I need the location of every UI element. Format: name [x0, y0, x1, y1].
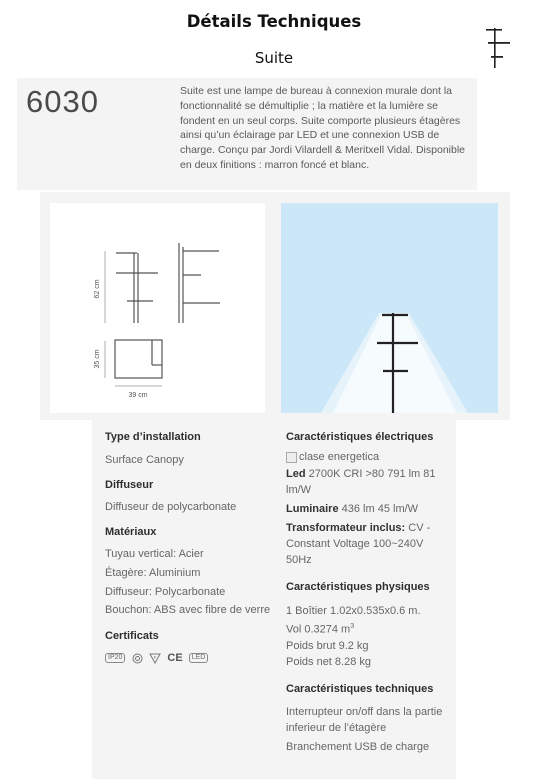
product-description: Suite est une lampe de bureau à connexion murale dont la fonctionnalité se démultiplie ; la matière et la lumière se fondent en un seul corps. Suite comporte plusieurs étagères ainsi qu’un éclairage par LED et une connexion USB de charge. Conçu par Jordi Vilardell & Meritxell Vidal. Disponible en deux finitions : marron foncé et blanc.	[180, 85, 466, 171]
dimensions-drawing	[50, 203, 265, 413]
technical-title: Caractéristiques techniques	[286, 682, 434, 695]
list-item: Tuyau vertical: Acier	[105, 548, 204, 560]
volume	[286, 619, 448, 638]
installation-title: Type d’installation	[105, 431, 201, 443]
list-item: Diffuseur: Polycarbonate	[105, 586, 226, 598]
certificates-row	[105, 652, 275, 664]
physical-list	[286, 603, 448, 670]
electrical-title: Caractéristiques électriques	[286, 431, 434, 443]
svg-text:F: F	[154, 654, 157, 660]
transformer-spec	[286, 520, 448, 568]
led-spec	[286, 466, 448, 498]
luminaire-label: Luminaire	[286, 503, 339, 515]
transformer-value: CV - Constant Voltage 100~240V 50Hz	[286, 522, 431, 566]
luminaire-spec	[286, 501, 448, 517]
materials-title: Matériaux	[105, 526, 157, 538]
volume-value: Vol 0.3274 m	[286, 623, 351, 636]
dimension-width: 39 cm	[128, 392, 148, 399]
product-name: Suite	[254, 49, 294, 67]
diffuser-title: Diffuseur	[105, 479, 154, 491]
physical-title: Caractéristiques physiques	[286, 581, 430, 593]
specs-right-column	[286, 431, 448, 755]
led-value: 2700K CRI >80 791 lm 81 lm/W	[286, 468, 436, 496]
energy-class-image	[286, 451, 448, 463]
volume-unit-exponent: 3	[350, 623, 355, 630]
led-label: Led	[286, 468, 306, 480]
light-distribution-image	[281, 203, 498, 413]
list-item: Interrupteur on/off dans la partie inferieur de l’étagère	[286, 705, 443, 734]
energy-class-alt: clase energetica	[299, 451, 380, 463]
list-item: Étagère: Aluminium	[105, 567, 201, 579]
model-number: 6030	[26, 84, 99, 119]
dimension-height: 62 cm	[94, 279, 101, 299]
dimension-depth: 35 cm	[94, 349, 101, 369]
luminaire-value: 436 lm 45 lm/W	[341, 503, 419, 515]
led-badge: LED	[189, 653, 209, 663]
diffuser-value: Diffuseur de polycarbonate	[105, 501, 237, 513]
transformer-label: Transformateur inclus:	[286, 522, 406, 534]
ce-mark: CE	[167, 652, 183, 664]
gross-weight: Poids brut 9.2 kg	[286, 639, 369, 652]
materials-list	[105, 546, 275, 618]
technical-list	[286, 704, 448, 755]
enec-triangle-icon	[149, 652, 161, 664]
certificates-title: Certificats	[105, 630, 159, 642]
class-ii-icon	[131, 652, 143, 664]
installation-value: Surface Canopy	[105, 454, 184, 466]
box-dimensions: 1 Boîtier 1.02x0.535x0.6 m.	[286, 605, 421, 617]
list-item: Bouchon: ABS avec fibre de verre	[105, 604, 271, 616]
page-title: Détails Techniques	[186, 12, 362, 31]
specs-left-column	[105, 431, 275, 664]
net-weight: Poids net 8.28 kg	[286, 655, 372, 668]
broken-image-icon	[286, 452, 297, 463]
list-item: Branchement USB de charge	[286, 740, 430, 753]
ip20-badge: IP20	[105, 653, 125, 663]
suite-lamp-icon	[483, 28, 513, 70]
